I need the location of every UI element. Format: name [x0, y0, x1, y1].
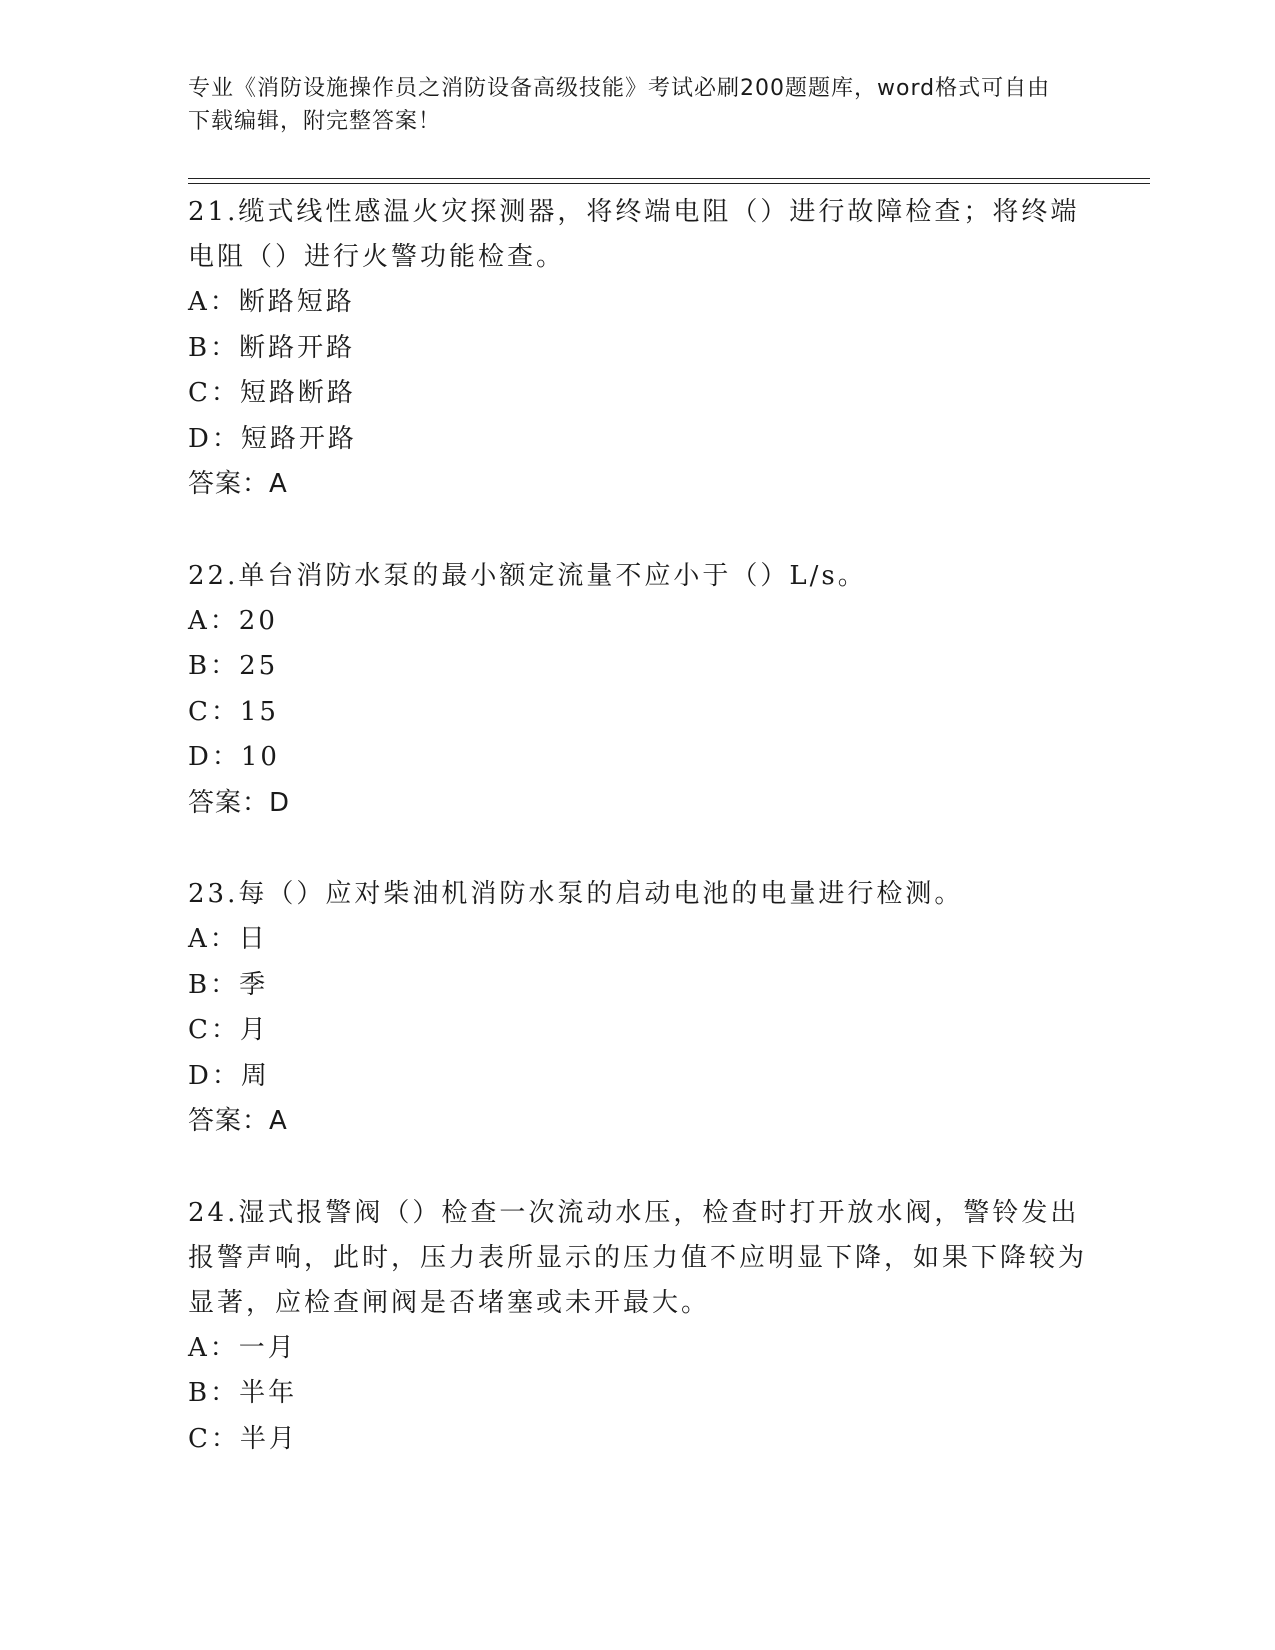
question-stem: 23.每（）应对柴油机消防水泵的启动电池的电量进行检测。: [188, 879, 964, 909]
question-stem: 24.湿式报警阀（）检查一次流动水压，检查时打开放水阀，警铃发出报警声响，此时，压力表所显示的压力值不应明显下降，如果下降较为显著，应检查闸阀是否堵塞或未开最大。: [188, 1197, 1088, 1318]
question-24: [188, 1191, 1088, 1463]
question-23: [188, 872, 1088, 1145]
option-c: C：15: [188, 696, 279, 727]
answer-line: 答案：A: [188, 1106, 288, 1136]
option-d: D：周: [188, 1060, 270, 1091]
option-a: A：一月: [188, 1332, 297, 1363]
question-22: [188, 554, 1088, 827]
option-a: A：20: [188, 605, 278, 636]
option-c: C：月: [188, 1015, 269, 1045]
option-d: D：10: [188, 742, 280, 772]
option-c: C：半月: [188, 1423, 298, 1454]
option-a: A：断路短路: [188, 287, 355, 317]
option-c: C：短路断路: [188, 378, 356, 408]
header-divider-bottom: [188, 183, 1150, 184]
option-d: D：短路开路: [188, 423, 357, 454]
option-b: B：断路开路: [188, 332, 356, 363]
answer-line: 答案：A: [188, 469, 288, 499]
question-stem: 21.缆式线性感温火灾探测器，将终端电阻（）进行故障检查；将终端电阻（）进行火警功能检查。: [188, 197, 1080, 272]
question-stem: 22.单台消防水泵的最小额定流量不应小于（）L/s。: [188, 560, 867, 591]
answer-line: 答案：D: [188, 787, 291, 818]
document-header: 专业《消防设施操作员之消防设备高级技能》考试必刷200题题库，word格式可自由下载编辑，附完整答案！: [188, 76, 1051, 134]
option-b: B：25: [188, 651, 279, 681]
question-21: [188, 190, 1088, 508]
option-b: B：季: [188, 969, 269, 1000]
header-divider-top: [188, 178, 1150, 179]
option-a: A：日: [188, 924, 268, 954]
option-b: B：半年: [188, 1378, 298, 1408]
question-list: [188, 190, 1088, 1508]
